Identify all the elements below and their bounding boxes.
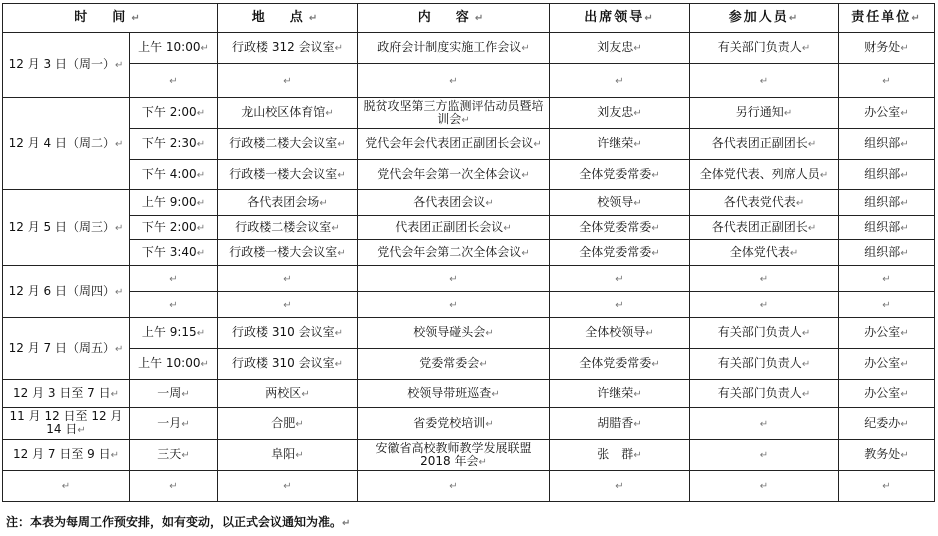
date-cell: 12 月 3 日（周一）↵ [3,33,130,98]
time-cell: 三天↵ [130,440,218,471]
place-cell: 行政楼二楼会议室↵ [218,216,358,240]
date-cell: 12 月 5 日（周三）↵ [3,190,130,266]
time-cell: 上午 10:00↵ [130,349,218,380]
empty-cell: ↵ [218,266,358,292]
empty-cell: ↵ [358,292,550,318]
empty-cell: ↵ [3,471,130,502]
table-row [3,240,935,266]
time-cell: 上午 9:15↵ [130,318,218,349]
place-cell: 两校区↵ [218,380,358,408]
leader-cell: 全体党委常委↵ [550,216,690,240]
empty-cell: ↵ [130,266,218,292]
empty-cell: ↵ [218,471,358,502]
unit-cell: 办公室↵ [839,98,935,129]
attendees-cell: 有关部门负责人↵ [690,318,839,349]
table-row [3,380,935,408]
table-row [3,318,935,349]
attendees-cell: ↵ [690,408,839,440]
table-row [3,33,935,64]
time-cell: 一周↵ [130,380,218,408]
unit-cell: 办公室↵ [839,349,935,380]
content-cell: 各代表团会议↵ [358,190,550,216]
footnote: 注：本表为每周工作预安排，如有变动，以正式会议通知为准。↵ [6,515,351,529]
attendees-cell: 各代表团正副团长↵ [690,216,839,240]
leader-cell: 全体党委常委↵ [550,349,690,380]
content-cell: 党代会年会第二次全体会议↵ [358,240,550,266]
attendees-cell: 全体党代表、列席人员↵ [690,160,839,190]
date-cell: 12 月 6 日（周四）↵ [3,266,130,318]
date-cell: 12 月 4 日（周二）↵ [3,98,130,190]
content-cell: 校领导带班巡查↵ [358,380,550,408]
place-cell: 行政楼 312 会议室↵ [218,33,358,64]
time-cell: 上午 9:00↵ [130,190,218,216]
date-cell: 12 月 7 日至 9 日↵ [3,440,130,471]
empty-cell: ↵ [839,266,935,292]
leader-cell: 校领导↵ [550,190,690,216]
content-cell: 脱贫攻坚第三方监测评估动员暨培训会↵ [358,98,550,129]
empty-cell: ↵ [550,292,690,318]
content-cell: 政府会计制度实施工作会议↵ [358,33,550,64]
attendees-cell: 有关部门负责人↵ [690,349,839,380]
attendees-cell: 全体党代表↵ [690,240,839,266]
attendees-cell: 有关部门负责人↵ [690,33,839,64]
attendees-cell: 另行通知↵ [690,98,839,129]
empty-cell: ↵ [358,64,550,98]
unit-cell: 办公室↵ [839,380,935,408]
attendees-cell: 各代表党代表↵ [690,190,839,216]
empty-cell: ↵ [358,266,550,292]
table-row [3,349,935,380]
empty-cell: ↵ [130,471,218,502]
empty-cell: ↵ [218,64,358,98]
table-row [3,160,935,190]
empty-cell: ↵ [839,64,935,98]
table-row [3,471,935,502]
empty-cell: ↵ [358,471,550,502]
empty-cell: ↵ [690,64,839,98]
empty-cell: ↵ [690,292,839,318]
empty-cell: ↵ [550,266,690,292]
table-row [3,408,935,440]
content-cell: 省委党校培训↵ [358,408,550,440]
place-cell: 各代表团会场↵ [218,190,358,216]
date-cell: 11 月 12 日至 12 月 14 日↵ [3,408,130,440]
time-cell: 下午 2:00↵ [130,98,218,129]
leader-cell: 全体党委常委↵ [550,240,690,266]
date-cell: 12 月 7 日（周五）↵ [3,318,130,380]
header-unit: 责任单位↵ [839,4,935,33]
time-cell: 一月↵ [130,408,218,440]
empty-cell: ↵ [550,64,690,98]
place-cell: 龙山校区体育馆↵ [218,98,358,129]
leader-cell: 胡腊香↵ [550,408,690,440]
header-place: 地 点↵ [218,4,358,33]
empty-cell: ↵ [130,64,218,98]
empty-cell: ↵ [218,292,358,318]
table-row [3,216,935,240]
time-cell: 下午 2:30↵ [130,129,218,160]
content-cell: 代表团正副团长会议↵ [358,216,550,240]
leader-cell: 许继荣↵ [550,380,690,408]
table-row [3,129,935,160]
leader-cell: 许继荣↵ [550,129,690,160]
place-cell: 阜阳↵ [218,440,358,471]
date-cell: 12 月 3 日至 7 日↵ [3,380,130,408]
table-row [3,190,935,216]
unit-cell: 组织部↵ [839,190,935,216]
empty-cell: ↵ [839,292,935,318]
time-cell: 下午 4:00↵ [130,160,218,190]
unit-cell: 办公室↵ [839,318,935,349]
time-cell: 上午 10:00↵ [130,33,218,64]
header-content: 内 容↵ [358,4,550,33]
time-cell: 下午 2:00↵ [130,216,218,240]
place-cell: 行政楼二楼大会议室↵ [218,129,358,160]
table-row [3,292,935,318]
unit-cell: 组织部↵ [839,240,935,266]
table-row [3,64,935,98]
header-row [3,4,935,33]
table-row [3,440,935,471]
place-cell: 合肥↵ [218,408,358,440]
empty-cell: ↵ [690,266,839,292]
empty-cell: ↵ [839,471,935,502]
empty-cell: ↵ [690,471,839,502]
place-cell: 行政楼一楼大会议室↵ [218,240,358,266]
header-time: 时 间↵ [3,4,218,33]
unit-cell: 财务处↵ [839,33,935,64]
unit-cell: 教务处↵ [839,440,935,471]
time-cell: 下午 3:40↵ [130,240,218,266]
content-cell: 校领导碰头会↵ [358,318,550,349]
leader-cell: 刘友忠↵ [550,33,690,64]
leader-cell: 全体党委常委↵ [550,160,690,190]
table-row [3,266,935,292]
unit-cell: 组织部↵ [839,129,935,160]
unit-cell: 组织部↵ [839,216,935,240]
attendees-cell: 各代表团正副团长↵ [690,129,839,160]
unit-cell: 纪委办↵ [839,408,935,440]
weekly-schedule-table [2,3,935,502]
content-cell: 党代会年会代表团正副团长会议↵ [358,129,550,160]
empty-cell: ↵ [130,292,218,318]
content-cell: 安徽省高校教师教学发展联盟 2018 年会↵ [358,440,550,471]
attendees-cell: ↵ [690,440,839,471]
leader-cell: 全体校领导↵ [550,318,690,349]
attendees-cell: 有关部门负责人↵ [690,380,839,408]
place-cell: 行政楼 310 会议室↵ [218,318,358,349]
content-cell: 党委常委会↵ [358,349,550,380]
empty-cell: ↵ [550,471,690,502]
place-cell: 行政楼 310 会议室↵ [218,349,358,380]
leader-cell: 张 群↵ [550,440,690,471]
unit-cell: 组织部↵ [839,160,935,190]
content-cell: 党代会年会第一次全体会议↵ [358,160,550,190]
header-attendees: 参加人员↵ [690,4,839,33]
header-leader: 出席领导↵ [550,4,690,33]
table-row [3,98,935,129]
place-cell: 行政楼一楼大会议室↵ [218,160,358,190]
leader-cell: 刘友忠↵ [550,98,690,129]
